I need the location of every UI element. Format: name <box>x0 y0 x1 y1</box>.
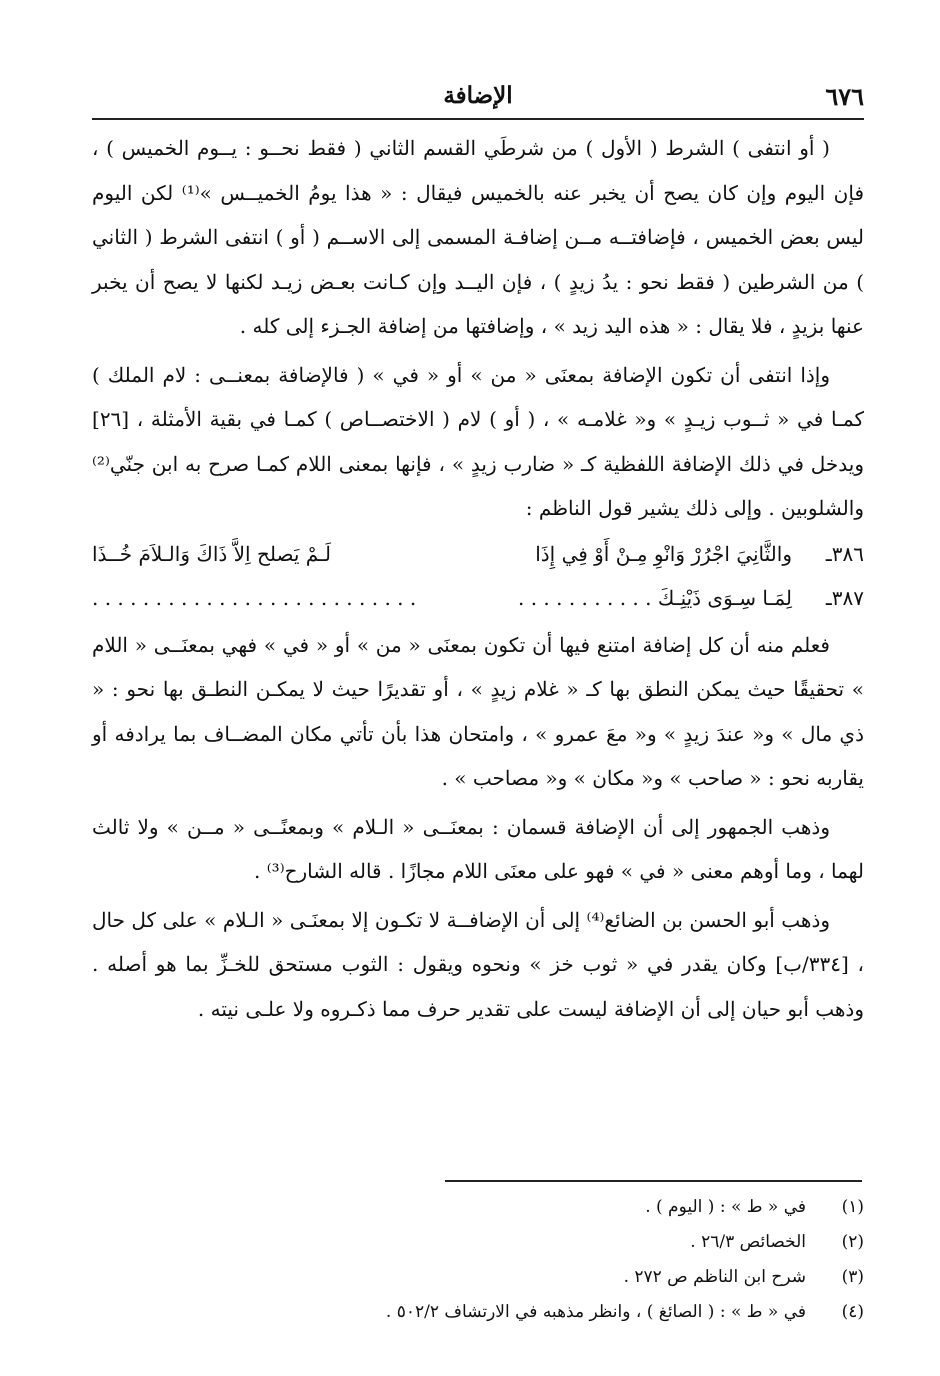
verse-number: ٣٨٦ـ <box>825 541 864 566</box>
footnote <box>92 1260 864 1295</box>
paragraph: وإذا انتفى أن تكون الإضافة بمعنَى « من » أو « في » ( فالإضافة بمعنــى : لام الملك ) كمـا في « ثــوب زيـدٍ » و« غلامـه » ، ( أو ) لام ( الاختصــاص ) كمـا في بقية الأمثلة ، [٢٦] ويدخل في ذلك الإضافة اللفظية كـ « ضارب زيدٍ » ، فإنها بمعنى اللام كمـا صرح به ابن جنّي⁽²⁾ والشلوبين . وإلى ذلك يشير قول الناظم : <box>92 362 864 520</box>
verse-hemistich-first: والثَّانِيَ اجْرُرْ وَانْوِ مِـنْ أَوْ فِي إِذَا <box>535 541 792 566</box>
running-title: الإضافة <box>443 82 513 109</box>
footnote-text: شرح ابن الناظم ص ٢٧٢ . <box>623 1267 806 1287</box>
footnotes <box>92 1190 864 1330</box>
verse-line <box>92 535 864 573</box>
verse-hemistich-second: . . . . . . . . . . . . . . . . . . . . . . . . . . <box>92 585 417 610</box>
footnote-number: (٢) <box>841 1232 864 1252</box>
verse-line <box>92 579 864 617</box>
footnote-rule <box>445 1180 862 1182</box>
footnote-text: في « ط » : ( الصائغ ) ، وانظر مذهبه في الارتشاف ٥٠٢/٢ . <box>385 1302 806 1322</box>
verse-hemistich-first: لِمَـا سِـوَى ذَيْنِـكَ . . . . . . . . . . . <box>517 585 792 610</box>
footnote <box>92 1190 864 1225</box>
header-rule <box>92 118 864 120</box>
paragraph: فعلم منه أن كل إضافة امتنع فيها أن تكون بمعنَى « من » أو « في » فهي بمعنَــى « اللام » تحقيقًا حيث يمكن النطق بها كـ « غلام زيدٍ » ، أو تقديرًا حيث لا يمكـن النطـق بها نحو : « ذي مال » و« عندَ زيدٍ » و« معَ عمرو » ، وامتحان هذا بأن تأتي مكان المضــاف بما يرادفه أو يقاربه نحو : « صاحب » و« مكان » و« مصاحب » . <box>92 632 864 790</box>
paragraph: وذهب الجمهور إلى أن الإضافة قسمان : بمعنَــى « الـلام » وبمعنًــى « مــن » ولا ثالث لهما ، وما أوهم معنى « في » فهو على معنَى اللام مجازًا . قاله الشارح⁽³⁾ . <box>92 814 864 883</box>
footnote-number: (١) <box>841 1197 864 1217</box>
footnote-number: (٤) <box>841 1302 864 1322</box>
page-number: ٦٧٦ <box>825 82 864 111</box>
paragraph: ( أو انتفى ) الشرط ( الأول ) من شرطَي القسم الثاني ( فقط نحــو : يــوم الخميس ) ، فإن اليوم وإن كان يصح أن يخبر عنه بالخميس فيقال : « هذا يومُ الخميــس »⁽¹⁾ لكن اليوم ليس بعض الخميس ، فإضافتــه مــن إضافـة المسمى إلى الاســم ( أو ) انتفى الشرط ( الثاني ) من الشرطين ( فقط نحو : يدُ زيدٍ ) ، فإن اليــد وإن كـانت بعـض زيـد لكنها لا يصح أن يخبر عنها بزيدٍ ، فلا يقال : « هذه اليد زيد » ، وإضافتها من إضافة الجـزء إلى كله . <box>92 136 865 338</box>
footnote-text: في « ط » : ( اليوم ) . <box>645 1197 806 1217</box>
footnote <box>92 1225 864 1260</box>
verse-hemistich-second: لَـمْ يَصلح اِلاَّ ذَاكَ وَالـلاَمَ خُــذَا <box>92 541 332 566</box>
footnote <box>92 1295 864 1330</box>
verse-number: ٣٨٧ـ <box>825 585 864 610</box>
main-text <box>92 126 864 1035</box>
footnote-number: (٣) <box>841 1267 864 1287</box>
page-header <box>92 78 864 118</box>
paragraph: وذهب أبو الحسن بن الضائع⁽⁴⁾ إلى أن الإضافــة لا تكـون إلا بمعنَـى « الـلام » على كل حال ، [٣٣٤/ب] وكان يقدر في « ثوب خز » ونحوه ويقول : الثوب مستحق للخـزِّ بما هو أصله . وذهب أبو حيان إلى أن الإضافة ليست على تقدير حرف مما ذكـروه ولا علـى نيته . <box>92 907 864 1021</box>
footnote-text: الخصائص ٢٦/٣ . <box>690 1232 806 1252</box>
